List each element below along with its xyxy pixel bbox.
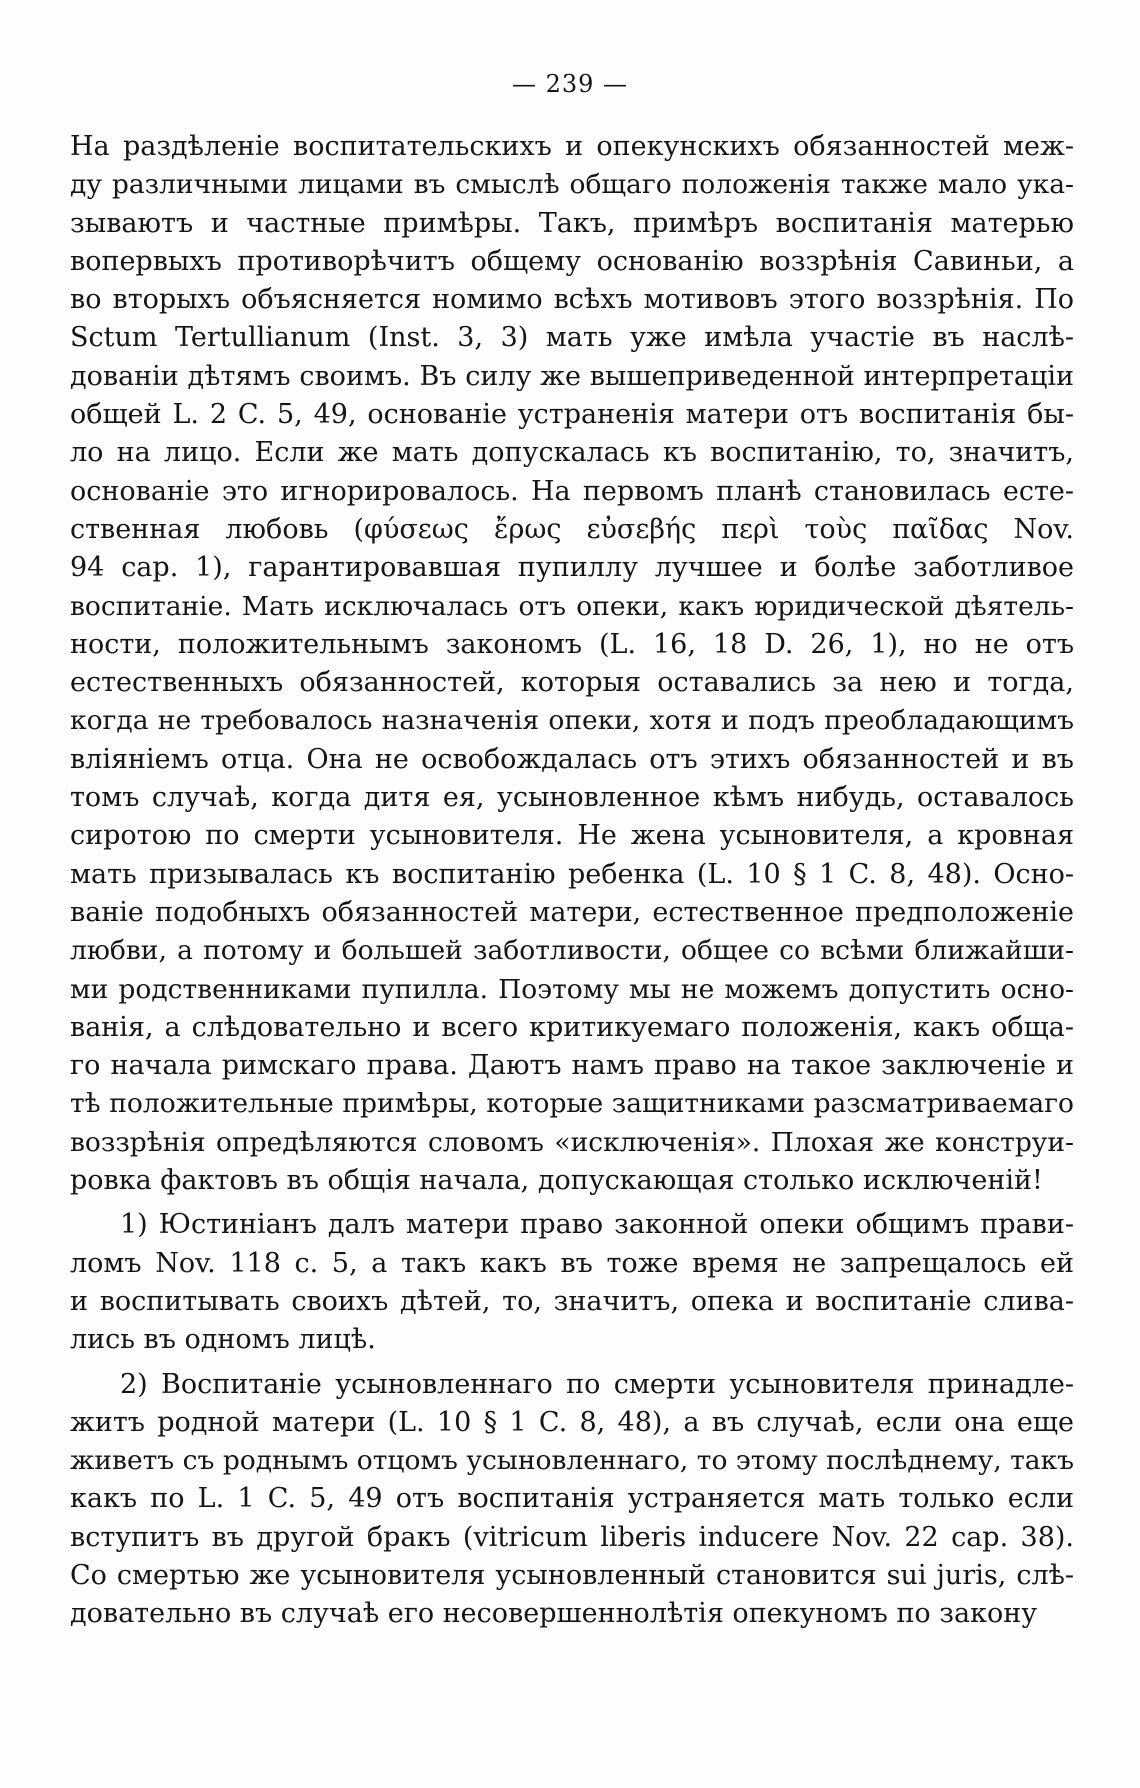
text-line: какъ по L. 1 C. 5, 49 отъ воспитанія устраняется мать только если: [70, 1483, 1074, 1515]
text-line: го начала римскаго права. Даютъ намъ право на такое заключеніе и: [70, 1050, 1074, 1082]
text-line: тѣ положительные примѣры, которые защитниками разсматриваемаго: [70, 1088, 1074, 1120]
text-line: ровка фактовъ въ общія начала, допускающая столько исключеній!: [70, 1165, 1043, 1197]
text-line: мать призывалась къ воспитанію ребенка (L. 10 § 1 C. 8, 48). Осно-: [70, 858, 1074, 890]
text-line: довательно въ случаѣ его несовершеннолѣтія опекуномъ по закону: [70, 1598, 1038, 1630]
text-line: вопервыхъ противорѣчитъ общему основанію воззрѣнія Савиньи, а: [70, 245, 1074, 277]
text-line: 94 cap. 1), гарантировавшая пупиллу лучшее и болѣе заботливое: [70, 552, 1074, 584]
text-line: ломъ Nov. 118 c. 5, а такъ какъ въ тоже время не запрещалось ей: [70, 1247, 1074, 1279]
text-line: дованіи дѣтямъ своимъ. Въ силу же вышеприведенной интерпретаціи: [70, 360, 1074, 392]
paragraph-2: [70, 1206, 1074, 1359]
paragraph-3: [70, 1366, 1074, 1634]
text-line: воззрѣнія опредѣляются словомъ «исключенія». Плохая же конструи-: [70, 1126, 1074, 1158]
text-line: естественныхъ обязанностей, которыя оставались за нею и тогда,: [70, 667, 1074, 699]
text-line: лись въ одномъ лицѣ.: [70, 1324, 376, 1356]
text-line: когда не требовалось назначенія опеки, хотя и подъ преобладающимъ: [70, 705, 1074, 737]
text-line: любви, а потому и большей заботливости, общее со всѣми ближайши-: [70, 935, 1074, 967]
text-line: томъ случаѣ, когда дитя ея, усыновленное кѣмъ нибудь, оставалось: [70, 782, 1074, 814]
text-line: житъ родной матери (L. 10 § 1 C. 8, 48), а въ случаѣ, если она еще: [70, 1406, 1074, 1438]
text-line: воспитаніе. Мать исключалась отъ опеки, какъ юридической дѣятель-: [70, 590, 1074, 622]
text-line: сиротою по смерти усыновителя. Не жена усыновителя, а кровная: [70, 820, 1074, 852]
text-line: ственная любовь (φύσεως ἔρως εὐσεβής περὶ τοὺς παῖδας Nov.: [70, 513, 1074, 545]
text-line: зываютъ и частные примѣры. Такъ, примѣръ воспитанія матерью: [70, 207, 1074, 239]
text-line: живетъ съ роднымъ отцомъ усыновленнаго, то этому послѣднему, такъ: [70, 1445, 1074, 1477]
text-line: ваніе подобныхъ обязанностей матери, естественное предположеніе: [70, 896, 1074, 928]
text-line: На раздѣленіе воспитательскихъ и опекунскихъ обязанностей меж-: [70, 131, 1074, 162]
body-text: [70, 128, 1074, 1634]
text-line: ло на лицо. Если же мать допускалась къ воспитанію, то, значитъ,: [70, 437, 1074, 469]
text-line: основаніе это игнорировалось. На первомъ планѣ становилась есте-: [70, 475, 1074, 507]
text-line: во вторыхъ объясняется номимо всѣхъ мотивовъ этого воззрѣнія. По: [70, 284, 1074, 316]
text-line: ми родственниками пупилла. Поэтому мы не можемъ допустить осно-: [70, 973, 1074, 1005]
text-line: 1) Юстиніанъ далъ матери право законной опеки общимъ прави-: [120, 1209, 1074, 1241]
text-line: Со смертью же усыновителя усыновленный становится sui juris, слѣ-: [70, 1559, 1074, 1591]
paragraph-1: [70, 128, 1074, 1200]
text-line: Sctum Tertullianum (Inst. 3, 3) мать уже имѣла участіе въ наслѣ-: [70, 322, 1074, 354]
text-line: вліяніемъ отца. Она не освобождалась отъ этихъ обязанностей и въ: [70, 743, 1074, 775]
text-line: вступитъ въ другой бракъ (vitricum liberis inducere Nov. 22 cap. 38).: [70, 1521, 1074, 1553]
text-line: ности, положительнымъ закономъ (L. 16, 18 D. 26, 1), но не отъ: [70, 628, 1074, 660]
page-number: — 239 —: [511, 70, 629, 98]
text-line: общей L. 2 C. 5, 49, основаніе устраненія матери отъ воспитанія бы-: [70, 399, 1074, 431]
text-line: ду различными лицами въ смыслѣ общаго положенія также мало ука-: [70, 169, 1074, 201]
text-line: ванія, а слѣдовательно и всего критикуемаго положенія, какъ обща-: [70, 1011, 1074, 1043]
text-line: и воспитывать своихъ дѣтей, то, значитъ, опека и воспитаніе слива-: [70, 1285, 1074, 1317]
text-line: 2) Воспитаніе усыновленнаго по смерти усыновителя принадле-: [120, 1368, 1074, 1400]
